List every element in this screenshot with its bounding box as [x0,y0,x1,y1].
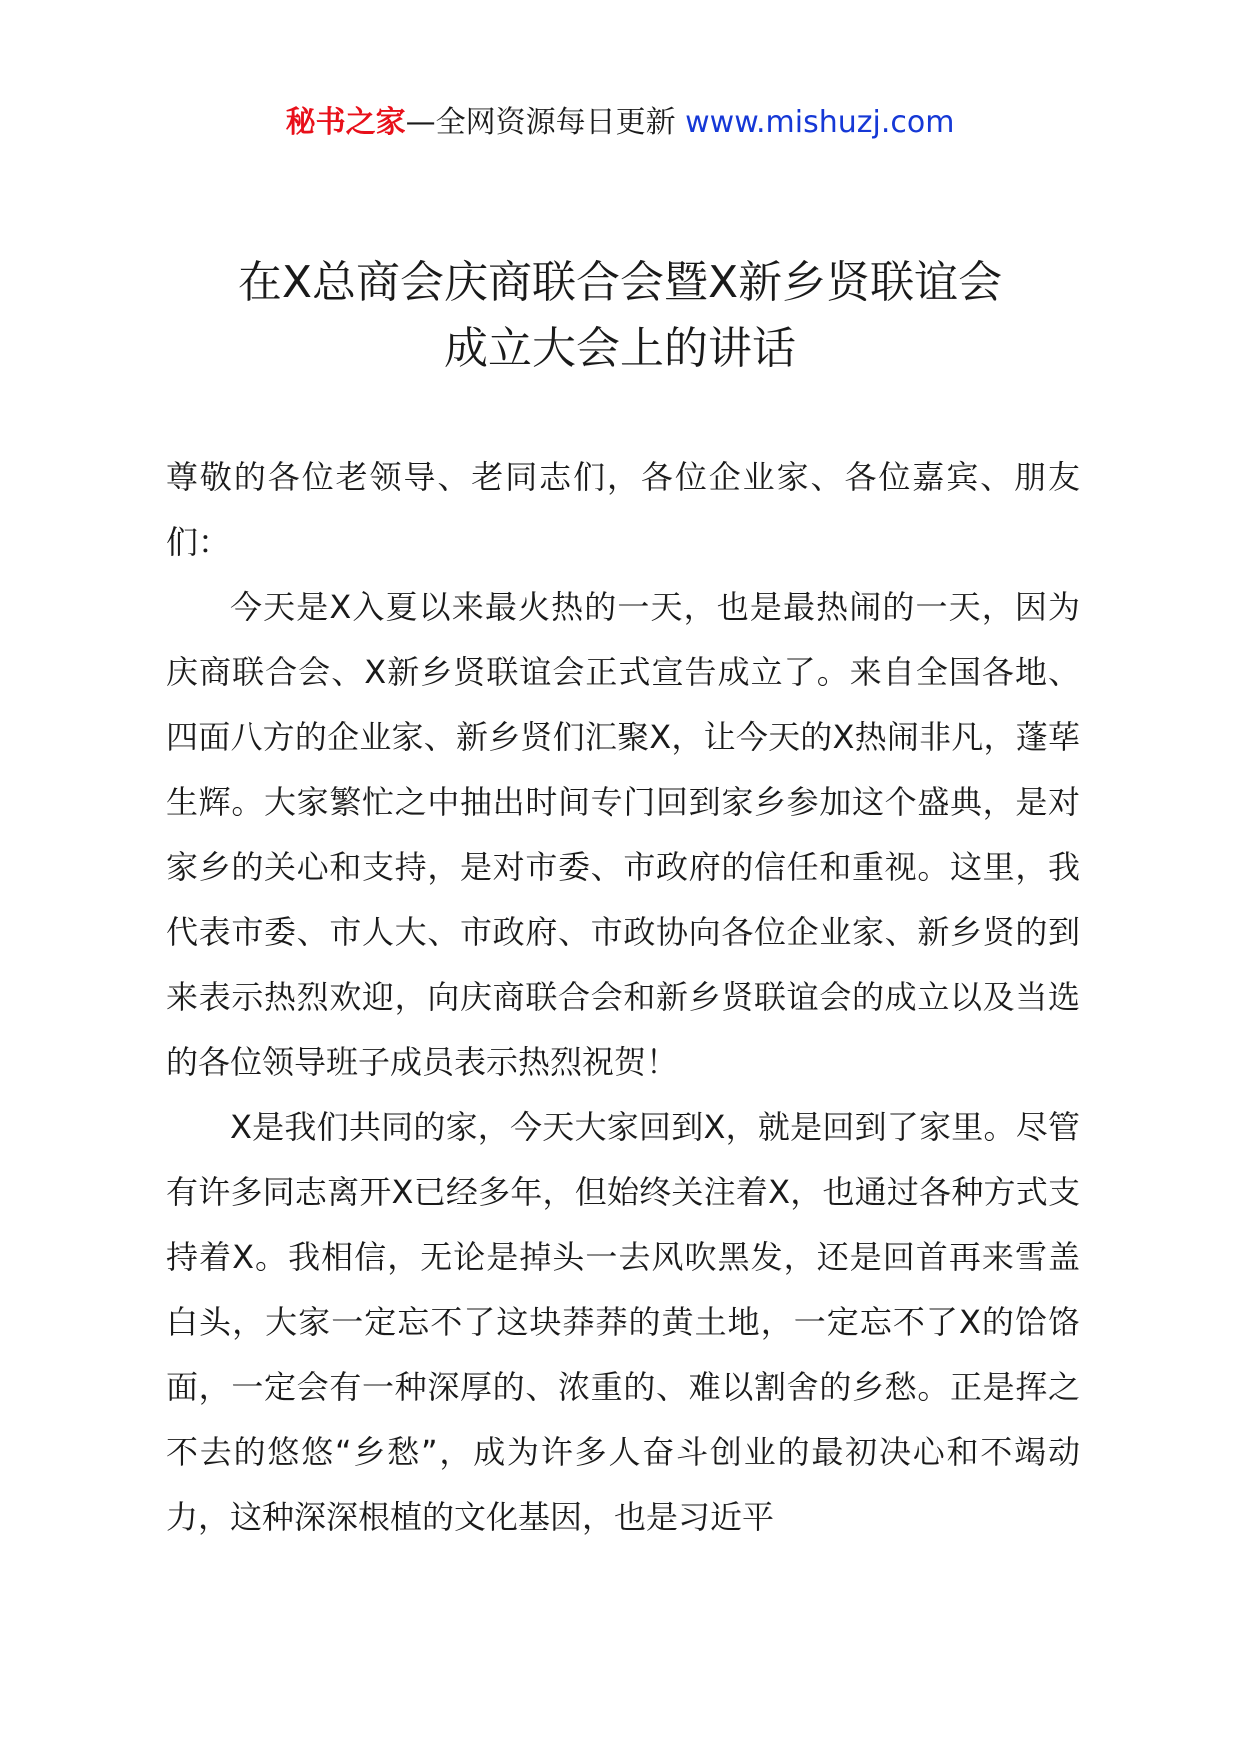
title-line-2: 成立大会上的讲话 [444,323,796,374]
title-line-1: 在X总商会庆商联合会暨X新乡贤联谊会 [237,257,1003,308]
site-slogan: —全网资源每日更新 [405,105,676,140]
site-url-link[interactable]: www.mishuzj.com [685,105,955,140]
document-title [0,250,1240,382]
salutation: 尊敬的各位老领导、老同志们，各位企业家、各位嘉宾、朋友们： [166,458,1080,561]
site-header [0,100,1240,146]
paragraph-1: 今天是X入夏以来最火热的一天，也是最热闹的一天，因为庆商联合会、X新乡贤联谊会正式宣告成立了。来自全国各地、四面八方的企业家、新乡贤们汇聚X，让今天的X热闹非凡，蓬荜生辉。大家繁忙之中抽出时间专门回到家乡参加这个盛典，是对家乡的关心和支持，是对市委、市政府的信任和重视。这里，我代表市委、市人大、市政府、市政协向各位企业家、新乡贤的到来表示热烈欢迎，向庆商联合会和新乡贤联谊会的成立以及当选的各位领导班子成员表示热烈祝贺！ [166,588,1080,1081]
document-body [166,445,1080,1550]
brand-name: 秘书之家 [285,105,406,140]
paragraph-2: X是我们共同的家，今天大家回到X，就是回到了家里。尽管有许多同志离开X已经多年，但始终关注着X，也通过各种方式支持着X。我相信，无论是掉头一去风吹黑发，还是回首再来雪盖白头，大家一定忘不了这块莽莽的黄土地，一定忘不了X的饸饹面，一定会有一种深厚的、浓重的、难以割舍的乡愁。正是挥之不去的悠悠“乡愁”，成为许多人奋斗创业的最初决心和不竭动力，这种深深根植的文化基因，也是习近平 [166,1108,1080,1536]
